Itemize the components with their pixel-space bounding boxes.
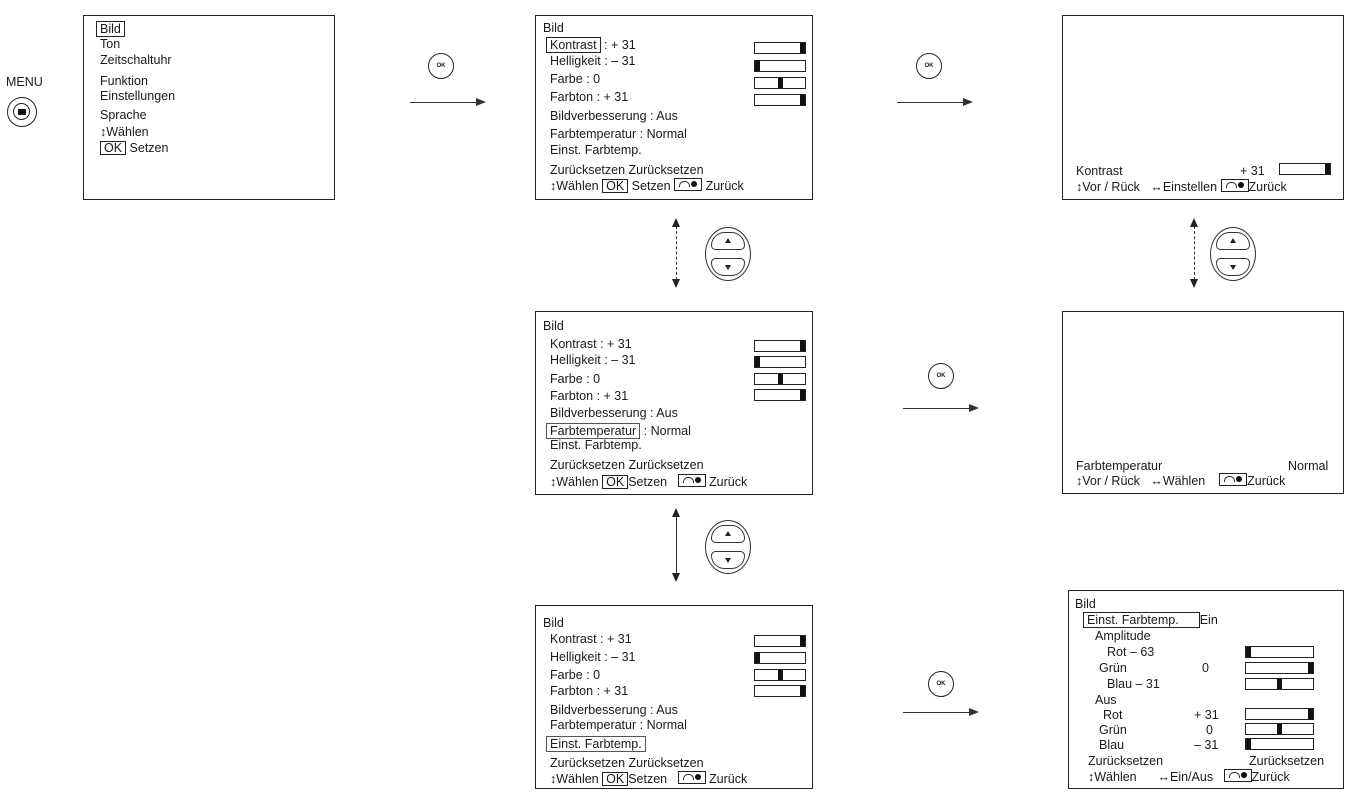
row-farbtemperatur[interactable]: Farbtemperatur : Normal <box>550 718 687 732</box>
level-bar <box>754 356 806 368</box>
kontrast-adjust-screen <box>1062 15 1344 200</box>
up-down-nav-icon <box>1210 227 1256 281</box>
aus-gruen-value: 0 <box>1206 723 1213 737</box>
level-bar <box>1245 708 1314 720</box>
row-einst-farbtemp[interactable]: Einst. Farbtemp. <box>550 143 642 157</box>
back-icon <box>674 178 702 191</box>
flow-arrow <box>410 102 484 103</box>
level-bar <box>1245 723 1314 735</box>
main-menu-screen <box>83 15 335 200</box>
level-bar <box>1245 662 1314 674</box>
level-bar <box>1245 646 1314 658</box>
level-bar <box>754 669 806 681</box>
row-farbton[interactable]: Farbton : + 31 <box>550 389 629 403</box>
menu-item-sprache[interactable]: Sprache <box>100 108 147 122</box>
menu-button-icon[interactable] <box>7 97 37 127</box>
row-farbtemperatur-selected[interactable]: Farbtemperatur <box>546 423 640 439</box>
row-farbton[interactable]: Farbton : + 31 <box>550 90 629 104</box>
row-helligkeit[interactable]: Helligkeit : – 31 <box>550 353 636 367</box>
up-down-nav-icon <box>705 227 751 281</box>
amp-gruen-value: 0 <box>1202 661 1209 675</box>
einst-title: Bild <box>1075 597 1096 611</box>
flow-arrow <box>897 102 971 103</box>
amp-gruen[interactable]: Grün <box>1099 661 1127 675</box>
row-reset[interactable]: Zurücksetzen Zurücksetzen <box>550 756 704 770</box>
ok-button-icon: OK <box>428 53 454 79</box>
bild-title: Bild <box>543 319 564 333</box>
aus-rot-value: + 31 <box>1194 708 1219 722</box>
back-icon <box>678 771 706 784</box>
level-bar <box>754 94 806 106</box>
menu-key-label: MENU <box>6 75 43 89</box>
aus-heading: Aus <box>1095 693 1117 707</box>
back-icon <box>1224 769 1252 782</box>
ok-key-icon: OK <box>100 141 126 155</box>
level-bar <box>754 389 806 401</box>
einst-header-value: Ein <box>1199 613 1218 627</box>
up-down-nav-icon <box>705 520 751 574</box>
ok-button-icon: OK <box>916 53 942 79</box>
aus-gruen[interactable]: Grün <box>1099 723 1127 737</box>
menu-ok-hint <box>100 141 168 155</box>
ok-button-icon: OK <box>928 671 954 697</box>
reset-left[interactable]: Zurücksetzen <box>1088 754 1164 768</box>
aus-rot[interactable]: Rot <box>1103 708 1123 722</box>
level-bar <box>754 340 806 352</box>
row-farbe[interactable]: Farbe : 0 <box>550 72 601 86</box>
farbtemp-value[interactable]: Normal <box>1288 459 1329 473</box>
bild-menu-kontrast <box>535 15 813 200</box>
row-kontrast[interactable]: Kontrast : + 31 <box>550 632 632 646</box>
flow-arrow <box>903 712 977 713</box>
kontrast-value: + 31 <box>1240 164 1265 178</box>
menu-item-funktion[interactable]: Funktion <box>100 74 148 88</box>
menu-item-einstellungen[interactable]: Einstellungen <box>100 89 176 103</box>
back-icon <box>678 474 706 487</box>
ok-button-icon: OK <box>928 363 954 389</box>
row-kontrast[interactable]: Kontrast : + 31 <box>550 337 632 351</box>
menu-item-ton[interactable]: Ton <box>100 37 121 51</box>
bild-title: Bild <box>543 616 564 630</box>
row-farbton[interactable]: Farbton : + 31 <box>550 684 629 698</box>
einst-farbtemp-screen <box>1068 590 1344 789</box>
bild-footer: ↕Wählen OK Setzen Zurück <box>550 772 748 786</box>
row-kontrast-selected[interactable]: Kontrast <box>546 37 601 53</box>
row-farbe[interactable]: Farbe : 0 <box>550 372 601 386</box>
row-einst-farbtemp[interactable]: Einst. Farbtemp. <box>550 438 642 452</box>
bild-footer: ↕Wählen OK Setzen Zurück <box>550 475 748 489</box>
level-bar <box>754 77 806 89</box>
amplitude-heading: Amplitude <box>1095 629 1151 643</box>
row-bildverbesserung[interactable]: Bildverbesserung : Aus <box>550 406 678 420</box>
row-bildverbesserung[interactable]: Bildverbesserung : Aus <box>550 109 678 123</box>
menu-item-bild[interactable]: Bild <box>96 21 125 37</box>
bild-footer: ↕Wählen OK Setzen Zurück <box>550 179 744 193</box>
amp-rot[interactable]: Rot – 63 <box>1107 645 1155 659</box>
menu-item-zeitschaltuhr[interactable]: Zeitschaltuhr <box>100 53 172 67</box>
einst-footer: ↕Wählen ↔Ein/Aus Zurück <box>1088 770 1290 784</box>
row-bildverbesserung[interactable]: Bildverbesserung : Aus <box>550 703 678 717</box>
reset-right[interactable]: Zurücksetzen <box>1249 754 1325 768</box>
level-bar <box>754 652 806 664</box>
row-value: : + 31 <box>604 38 636 52</box>
ok-key-icon: OK <box>602 475 628 489</box>
row-farbtemperatur[interactable]: Farbtemperatur : Normal <box>550 127 687 141</box>
bild-title: Bild <box>543 21 564 35</box>
row-helligkeit[interactable]: Helligkeit : – 31 <box>550 54 636 68</box>
ok-hint-label: Setzen <box>129 141 169 155</box>
bild-menu-farbtemperatur <box>535 311 813 495</box>
level-bar <box>754 42 806 54</box>
aus-blau[interactable]: Blau <box>1099 738 1125 752</box>
farbtemperatur-screen <box>1062 311 1344 494</box>
einst-header-selected[interactable]: Einst. Farbtemp. <box>1083 612 1200 628</box>
row-reset[interactable]: Zurücksetzen Zurücksetzen <box>550 458 704 472</box>
row-reset[interactable]: Zurücksetzen Zurücksetzen <box>550 163 704 177</box>
back-icon <box>1221 179 1249 192</box>
level-bar <box>1245 678 1314 690</box>
kontrast-label: Kontrast <box>1076 164 1123 178</box>
level-bar <box>754 373 806 385</box>
back-icon <box>1219 473 1247 486</box>
aus-blau-value: – 31 <box>1194 738 1219 752</box>
flow-arrow <box>903 408 977 409</box>
level-bar <box>1245 738 1314 750</box>
row-farbe[interactable]: Farbe : 0 <box>550 668 601 682</box>
level-bar <box>754 60 806 72</box>
menu-nav-hint: ↕Wählen <box>100 125 149 139</box>
row-einst-farbtemp-selected[interactable]: Einst. Farbtemp. <box>546 736 646 752</box>
row-value: : Normal <box>643 424 691 438</box>
ok-key-icon: OK <box>602 179 628 193</box>
kontrast-footer: ↕Vor / Rück ↔Einstellen Zurück <box>1076 180 1287 194</box>
level-bar <box>754 635 806 647</box>
level-bar <box>754 685 806 697</box>
bild-menu-einst-farbtemp <box>535 605 813 789</box>
row-helligkeit[interactable]: Helligkeit : – 31 <box>550 650 636 664</box>
farbtemp-label: Farbtemperatur <box>1076 459 1163 473</box>
ok-key-icon: OK <box>602 772 628 786</box>
farbtemp-footer: ↕Vor / Rück ↔Wählen Zurück <box>1076 474 1286 488</box>
amp-blau[interactable]: Blau – 31 <box>1107 677 1160 691</box>
kontrast-level-bar[interactable] <box>1279 163 1331 175</box>
